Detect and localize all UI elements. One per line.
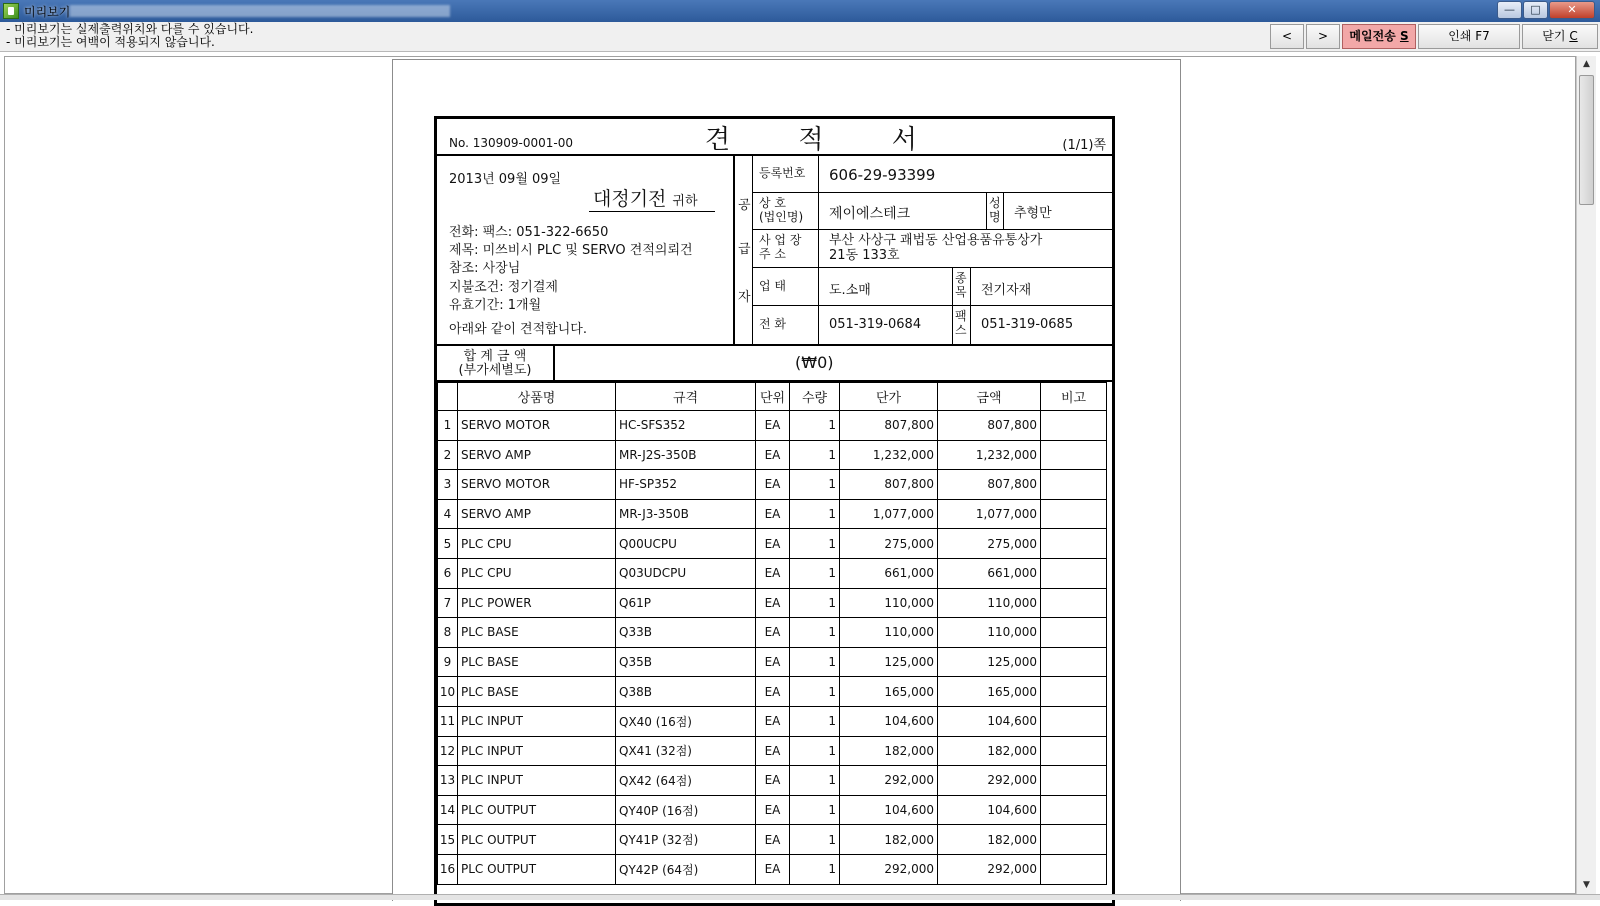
item-index: 13 (438, 766, 458, 796)
item-price: 1,077,000 (840, 499, 938, 529)
biz-item-label-1: 종 (955, 271, 967, 285)
item-note (1041, 440, 1107, 470)
biz-type: 도.소매 (829, 283, 871, 298)
item-note (1041, 795, 1107, 825)
supplier-info (753, 156, 1112, 344)
closing-text: 아래와 같이 견적합니다. (449, 322, 587, 337)
item-price: 182,000 (840, 825, 938, 855)
prev-page-button[interactable]: < (1270, 24, 1304, 49)
recipient (589, 184, 715, 212)
address-line-2: 21동 133호 (829, 248, 900, 263)
reg-no-label-cell (753, 156, 819, 193)
biz-item-label-cell (953, 268, 971, 306)
item-spec: QX41 (32점) (616, 736, 756, 766)
fax-number: 051-319-0685 (981, 317, 1074, 332)
item-name: SERVO MOTOR (458, 411, 616, 441)
item-name: SERVO MOTOR (458, 470, 616, 500)
item-name: PLC BASE (458, 618, 616, 648)
item-price: 125,000 (840, 647, 938, 677)
window-title: 미리보기 (24, 5, 71, 19)
reference: 참조: 사장님 (449, 261, 521, 276)
item-index: 3 (438, 470, 458, 500)
company-cell (819, 193, 987, 230)
item-unit: EA (756, 854, 790, 884)
fax-label-2: 스 (955, 323, 967, 337)
reg-no: 606-29-93399 (829, 166, 936, 184)
table-row (438, 529, 1107, 559)
item-index: 1 (438, 411, 458, 441)
item-note (1041, 736, 1107, 766)
items-body (438, 411, 1107, 885)
company-label-2: (법인명) (759, 210, 804, 224)
close-preview-button[interactable] (1522, 24, 1598, 49)
item-spec: QY42P (64점) (616, 854, 756, 884)
phone-fax: 전화: 팩스: 051-322-6650 (449, 225, 609, 240)
item-price: 275,000 (840, 529, 938, 559)
item-spec: MR-J2S-350B (616, 440, 756, 470)
table-row (438, 766, 1107, 796)
item-unit: EA (756, 825, 790, 855)
notice-line-1: - 미리보기는 실제출력위치와 다를 수 있습니다. (6, 22, 254, 36)
item-index: 12 (438, 736, 458, 766)
maximize-button[interactable]: □ (1523, 1, 1548, 19)
item-amount: 275,000 (938, 529, 1041, 559)
item-name: SERVO AMP (458, 499, 616, 529)
item-unit: EA (756, 647, 790, 677)
item-name: PLC BASE (458, 647, 616, 677)
total-row (437, 344, 1112, 382)
owner-cell (1004, 193, 1112, 230)
item-amount: 1,077,000 (938, 499, 1041, 529)
total-label (437, 346, 555, 382)
table-row (438, 706, 1107, 736)
item-spec: Q03UDCPU (616, 558, 756, 588)
item-index: 5 (438, 529, 458, 559)
table-row (438, 499, 1107, 529)
item-price: 1,232,000 (840, 440, 938, 470)
item-unit: EA (756, 618, 790, 648)
item-index: 6 (438, 558, 458, 588)
item-name: PLC INPUT (458, 736, 616, 766)
item-unit: EA (756, 795, 790, 825)
item-note (1041, 470, 1107, 500)
item-index: 11 (438, 706, 458, 736)
item-amount: 1,232,000 (938, 440, 1041, 470)
item-index: 16 (438, 854, 458, 884)
item-amount: 110,000 (938, 618, 1041, 648)
item-index: 7 (438, 588, 458, 618)
total-label-1: 합 계 금 액 (463, 349, 527, 364)
tel-label: 전 화 (759, 317, 786, 331)
mail-send-label: 메일전송 (1349, 29, 1396, 43)
biz-item-cell (971, 268, 1112, 306)
payment-terms: 지불조건: 정기결제 (449, 280, 558, 295)
fax-cell (971, 306, 1112, 344)
item-qty: 1 (790, 766, 840, 796)
item-price: 661,000 (840, 558, 938, 588)
table-row (438, 470, 1107, 500)
item-qty: 1 (790, 588, 840, 618)
scroll-up-arrow-icon[interactable]: ▲ (1583, 59, 1590, 69)
document-header (437, 119, 1112, 156)
reg-no-label: 등록번호 (759, 166, 806, 180)
item-amount: 661,000 (938, 558, 1041, 588)
window-titlebar (0, 0, 1600, 22)
tel-label-cell (753, 306, 819, 344)
item-qty: 1 (790, 647, 840, 677)
item-qty: 1 (790, 618, 840, 648)
table-row (438, 677, 1107, 707)
item-amount: 110,000 (938, 588, 1041, 618)
item-index: 2 (438, 440, 458, 470)
item-unit: EA (756, 411, 790, 441)
item-spec: QX40 (16점) (616, 706, 756, 736)
item-note (1041, 499, 1107, 529)
item-qty: 1 (790, 529, 840, 559)
item-name: PLC CPU (458, 558, 616, 588)
col-qty: 수량 (790, 383, 840, 411)
vertical-scrollbar[interactable] (1576, 56, 1596, 894)
address-label-2: 주 소 (759, 247, 786, 261)
item-note (1041, 766, 1107, 796)
item-index: 8 (438, 618, 458, 648)
close-preview-label: 닫기 (1542, 29, 1566, 43)
recipient-suffix: 귀하 (672, 194, 698, 209)
table-row (438, 618, 1107, 648)
item-amount: 292,000 (938, 766, 1041, 796)
item-spec: MR-J3-350B (616, 499, 756, 529)
item-index: 15 (438, 825, 458, 855)
item-price: 807,800 (840, 470, 938, 500)
item-amount: 125,000 (938, 647, 1041, 677)
col-amount: 금액 (938, 383, 1041, 411)
fax-label-1: 팩 (955, 309, 967, 323)
item-note (1041, 588, 1107, 618)
tel-number: 051-319-0684 (829, 317, 922, 332)
col-note: 비고 (1041, 383, 1107, 411)
close-window-button[interactable]: ✕ (1549, 1, 1595, 19)
item-spec: HC-SFS352 (616, 411, 756, 441)
item-unit: EA (756, 588, 790, 618)
item-name: PLC OUTPUT (458, 825, 616, 855)
document-heading: 견 적 서 (705, 125, 947, 155)
item-spec: QX42 (64점) (616, 766, 756, 796)
table-row (438, 647, 1107, 677)
item-price: 110,000 (840, 588, 938, 618)
company-label-cell (753, 193, 819, 230)
item-amount: 292,000 (938, 854, 1041, 884)
item-qty: 1 (790, 499, 840, 529)
biz-item-label-2: 목 (955, 285, 967, 299)
biz-type-cell (819, 268, 953, 306)
item-qty: 1 (790, 440, 840, 470)
mail-send-shortcut: S (1399, 29, 1409, 43)
reg-no-cell (819, 156, 1112, 193)
table-row (438, 440, 1107, 470)
item-qty: 1 (790, 706, 840, 736)
item-qty: 1 (790, 470, 840, 500)
item-qty: 1 (790, 736, 840, 766)
notice-line-2: - 미리보기는 여백이 적용되지 않습니다. (6, 35, 215, 49)
document-number: No. 130909-0001-00 (449, 136, 574, 150)
item-index: 14 (438, 795, 458, 825)
supplier-label-2: 급 (738, 242, 751, 257)
item-spec: Q00UCPU (616, 529, 756, 559)
item-spec: Q38B (616, 677, 756, 707)
item-spec: QY40P (16점) (616, 795, 756, 825)
item-index: 10 (438, 677, 458, 707)
minimize-button[interactable]: — (1497, 1, 1522, 19)
address-label-cell (753, 230, 819, 268)
page-count: (1/1)쪽 (1062, 138, 1106, 153)
item-spec: Q35B (616, 647, 756, 677)
item-unit: EA (756, 558, 790, 588)
biz-item: 전기자재 (981, 283, 1032, 298)
biz-type-label: 업 태 (759, 279, 786, 293)
item-spec: Q61P (616, 588, 756, 618)
item-amount: 104,600 (938, 795, 1041, 825)
item-amount: 104,600 (938, 706, 1041, 736)
item-name: PLC CPU (458, 529, 616, 559)
item-spec: HF-SP352 (616, 470, 756, 500)
item-qty: 1 (790, 795, 840, 825)
col-price: 단가 (840, 383, 938, 411)
item-qty: 1 (790, 825, 840, 855)
item-qty: 1 (790, 854, 840, 884)
recipient-name: 대정기전 (593, 188, 667, 210)
document-date: 2013년 09월 09일 (449, 172, 562, 187)
item-amount: 182,000 (938, 736, 1041, 766)
item-qty: 1 (790, 411, 840, 441)
owner-label-1: 성 (989, 196, 1001, 210)
item-note (1041, 618, 1107, 648)
toolbar (0, 22, 1600, 52)
item-price: 292,000 (840, 766, 938, 796)
table-row (438, 588, 1107, 618)
table-row (438, 736, 1107, 766)
app-icon (3, 3, 19, 19)
item-spec: Q33B (616, 618, 756, 648)
table-row (438, 558, 1107, 588)
item-note (1041, 854, 1107, 884)
item-qty: 1 (790, 558, 840, 588)
item-unit: EA (756, 766, 790, 796)
blurred-title-detail (70, 5, 450, 17)
item-note (1041, 529, 1107, 559)
item-name: PLC INPUT (458, 766, 616, 796)
total-label-2: (부가세별도) (458, 363, 532, 378)
total-amount: (₩0) (795, 353, 834, 372)
print-button[interactable]: 인쇄 F7 (1418, 24, 1520, 49)
item-amount: 807,800 (938, 470, 1041, 500)
item-unit: EA (756, 706, 790, 736)
item-unit: EA (756, 529, 790, 559)
item-amount: 807,800 (938, 411, 1041, 441)
close-preview-shortcut: C (1569, 29, 1578, 43)
supplier-label-1: 공 (738, 198, 751, 213)
col-name: 상품명 (458, 383, 616, 411)
mail-send-button[interactable] (1342, 24, 1416, 49)
preview-notice (6, 23, 253, 49)
col-index (438, 383, 458, 411)
company-name: 제이에스테크 (829, 206, 911, 222)
item-amount: 182,000 (938, 825, 1041, 855)
item-unit: EA (756, 677, 790, 707)
item-index: 4 (438, 499, 458, 529)
recipient-box (437, 156, 735, 344)
owner-name: 추형만 (1014, 206, 1052, 221)
item-name: PLC POWER (458, 588, 616, 618)
item-note (1041, 825, 1107, 855)
col-spec: 규격 (616, 383, 756, 411)
owner-label-2: 명 (989, 210, 1001, 224)
item-qty: 1 (790, 677, 840, 707)
company-label-1: 상 호 (759, 196, 786, 210)
fax-label-cell (953, 306, 971, 344)
scroll-down-arrow-icon[interactable]: ▼ (1583, 880, 1590, 890)
item-price: 110,000 (840, 618, 938, 648)
item-unit: EA (756, 440, 790, 470)
owner-label-cell (987, 193, 1004, 230)
bottom-edge (0, 894, 1600, 900)
validity: 유효기간: 1개월 (449, 298, 542, 313)
tel-cell (819, 306, 953, 344)
item-note (1041, 411, 1107, 441)
item-unit: EA (756, 470, 790, 500)
biz-type-label-cell (753, 268, 819, 306)
item-amount: 165,000 (938, 677, 1041, 707)
item-price: 104,600 (840, 706, 938, 736)
item-unit: EA (756, 499, 790, 529)
item-index: 9 (438, 647, 458, 677)
item-price: 182,000 (840, 736, 938, 766)
item-note (1041, 647, 1107, 677)
table-row (438, 825, 1107, 855)
item-note (1041, 706, 1107, 736)
item-name: SERVO AMP (458, 440, 616, 470)
table-row (438, 411, 1107, 441)
quotation-document (434, 116, 1115, 906)
subject: 제목: 미쓰비시 PLC 및 SERVO 견적의뢰건 (449, 243, 693, 258)
scroll-thumb[interactable] (1579, 75, 1594, 205)
items-table (437, 382, 1107, 885)
item-price: 292,000 (840, 854, 938, 884)
item-price: 807,800 (840, 411, 938, 441)
address-line-1: 부산 사상구 괘법동 산업용품유통상가 (829, 233, 1043, 248)
item-price: 104,600 (840, 795, 938, 825)
item-price: 165,000 (840, 677, 938, 707)
col-unit: 단위 (756, 383, 790, 411)
supplier-label-3: 자 (738, 290, 751, 305)
table-row (438, 854, 1107, 884)
item-name: PLC OUTPUT (458, 795, 616, 825)
next-page-button[interactable]: > (1306, 24, 1340, 49)
item-spec: QY41P (32점) (616, 825, 756, 855)
supplier-label (735, 156, 753, 344)
item-name: PLC INPUT (458, 706, 616, 736)
item-note (1041, 558, 1107, 588)
table-row (438, 795, 1107, 825)
address-cell (819, 230, 1112, 268)
address-label-1: 사 업 장 (759, 233, 802, 247)
item-name: PLC OUTPUT (458, 854, 616, 884)
items-header-row (438, 383, 1107, 411)
item-unit: EA (756, 736, 790, 766)
item-note (1041, 677, 1107, 707)
item-name: PLC BASE (458, 677, 616, 707)
